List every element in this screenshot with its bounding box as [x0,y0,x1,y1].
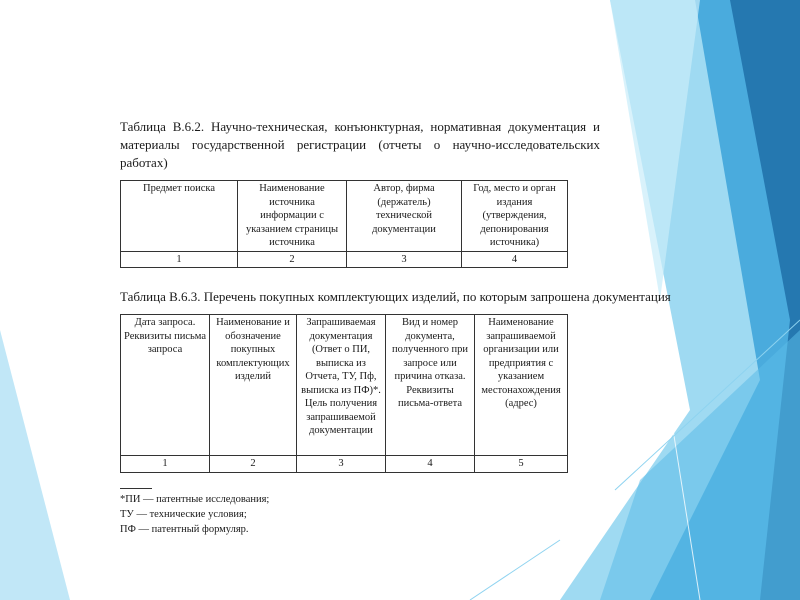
table2-number-cell: 3 [297,456,386,473]
footnote-line: ТУ — технические условия; [120,507,269,522]
table1-number-cell: 2 [238,251,347,268]
table2-number-cell: 5 [475,456,568,473]
table1-header-row [121,181,568,252]
table1-number-cell: 4 [462,251,568,268]
table2-header-row [121,315,568,456]
table2 [120,314,568,473]
table1 [120,180,568,268]
table1-caption: Таблица В.6.2. Научно-техническая, конъюнктурная, нормативная документация и материалы государственной регистрации (отчеты о научно-исследовательских работах) [120,118,600,172]
table2-header-cell: Наименование запрашиваемой организации или предприятия с указанием местонахождения (адрес) [475,315,568,456]
table2-number-row [121,456,568,473]
table2-number-cell: 1 [121,456,210,473]
document-content [120,118,600,473]
footnote [120,488,269,537]
table2-header-cell: Запрашиваемая документация (Ответ о ПИ, выписка из Отчета, ТУ, Пф, выписка из ПФ)*. Цель получения запрашиваемой документации [297,315,386,456]
table2-header-cell: Наименование и обозначение покупных комплектующих изделий [210,315,297,456]
table1-header-cell: Наименование источника информации с указанием страницы источника [238,181,347,252]
table1-number-cell: 1 [121,251,238,268]
footnote-line: ПФ — патентный формуляр. [120,522,269,537]
footnote-rule [120,488,152,489]
table2-number-cell: 2 [210,456,297,473]
table2-header-cell: Вид и номер документа, полученного при запросе или причина отказа. Реквизиты письма-ответа [386,315,475,456]
deco-line-2 [470,540,560,600]
table1-number-cell: 3 [347,251,462,268]
table1-header-cell: Автор, фирма (держатель) технической документации [347,181,462,252]
table1-number-row [121,251,568,268]
table2-number-cell: 4 [386,456,475,473]
left-accent-shape [0,330,70,600]
table2-header-cell: Дата запроса. Реквизиты письма запроса [121,315,210,456]
table1-header-cell: Год, место и орган издания (утверждения, депонирования источника) [462,181,568,252]
table2-caption: Таблица В.6.3. Перечень покупных комплектующих изделий, по которым запрошена документация [120,288,600,306]
table1-header-cell: Предмет поиска [121,181,238,252]
footnote-line: *ПИ — патентные исследования; [120,492,269,507]
